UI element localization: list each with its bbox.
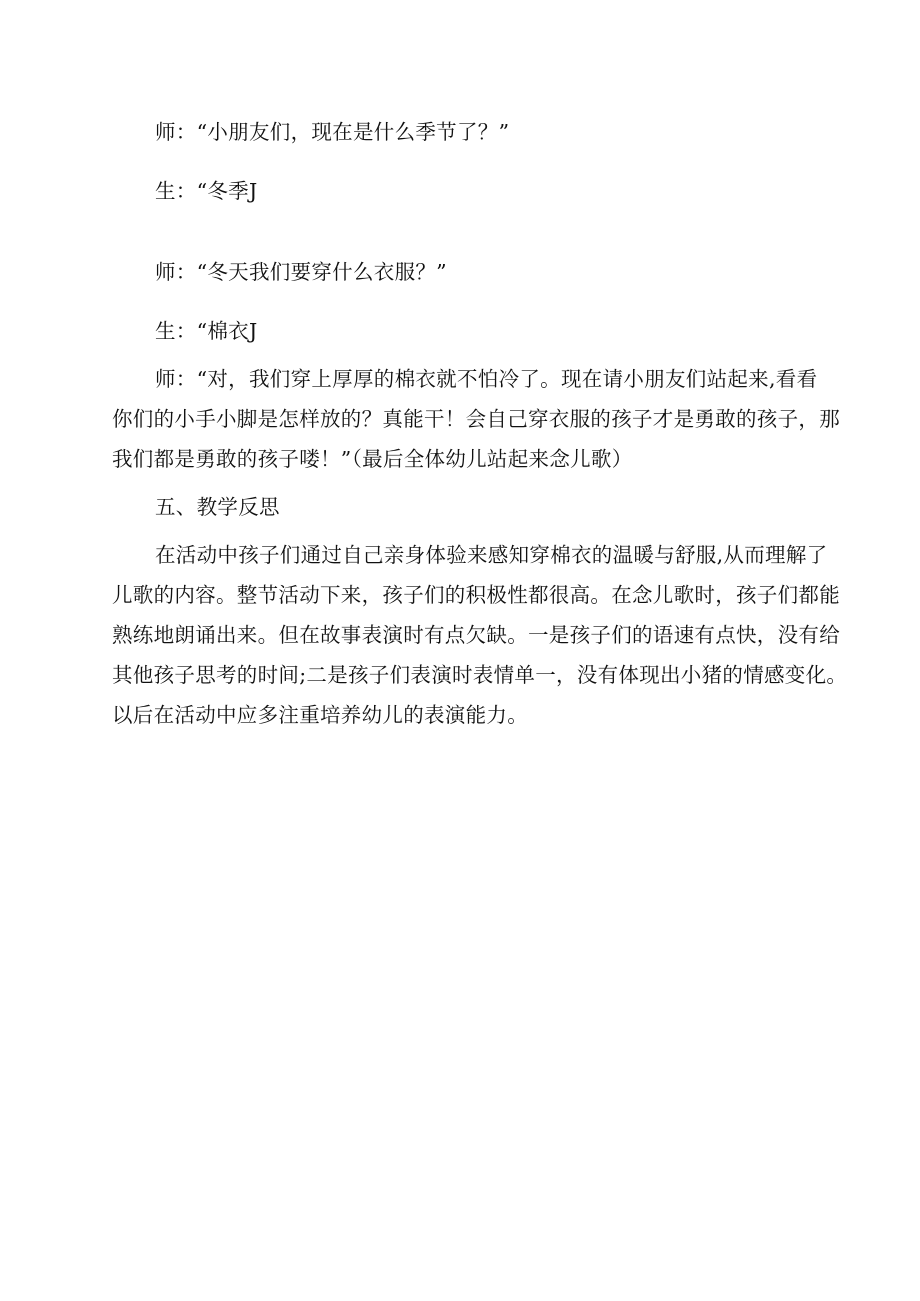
teacher-paragraph: [112, 359, 840, 479]
teacher-paragraph-line: 师：“对，我们穿上厚厚的棉衣就不怕冷了。现在请小朋友们站起来,看看: [155, 367, 818, 391]
dialogue-teacher-question-season: 师：“小朋友们，现在是什么季节了？”: [155, 120, 510, 144]
reflection-paragraph-line: 以后在活动中应多注重培养幼儿的表演能力。: [112, 703, 528, 727]
reflection-paragraph-line: 在活动中孩子们通过自己亲身体验来感知穿棉衣的温暖与舒服,从而理解了: [155, 543, 828, 567]
document-body: [112, 112, 848, 735]
reflection-paragraph-line: 其他孩子思考的时间;二是孩子们表演时表情单一，没有体现出小猪的情感变化。: [112, 663, 848, 687]
section-heading: 五、教学反思: [155, 495, 280, 519]
reflection-paragraph-line: 儿歌的内容。整节活动下来，孩子们的积极性都很高。在念儿歌时，孩子们都能: [112, 583, 840, 607]
reflection-paragraph: [112, 535, 848, 735]
dialogue-student-answer-winter: 生：“冬季J: [155, 179, 258, 203]
teacher-paragraph-line: 我们都是勇敢的孩子喽！”（最后全体幼儿站起来念儿歌）: [112, 447, 633, 471]
reflection-paragraph-line: 熟练地朗诵出来。但在故事表演时有点欠缺。一是孩子们的语速有点快，没有给: [112, 623, 840, 647]
dialogue-student-answer-cotton-coat: 生：“棉衣J: [155, 319, 258, 343]
teacher-paragraph-line: 你们的小手小脚是怎样放的？真能干！会自己穿衣服的孩子才是勇敢的孩子，那: [112, 407, 840, 431]
dialogue-teacher-question-clothes: 师：“冬天我们要穿什么衣服？”: [155, 260, 447, 284]
